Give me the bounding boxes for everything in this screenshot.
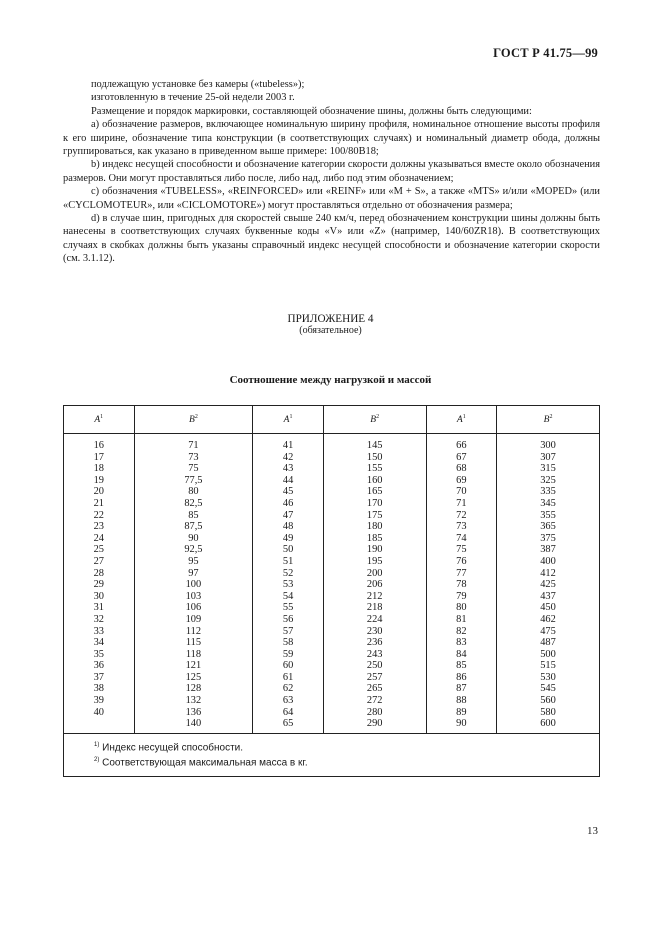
table-cell: 280 [366, 706, 383, 718]
table-cell: 38 [93, 683, 104, 695]
table-cell: 28 [93, 567, 104, 579]
table-title: Соотношение между нагрузкой и массой [229, 374, 432, 386]
table-cell: 21 [93, 497, 104, 509]
table-cell: 68 [456, 463, 467, 475]
table-cell: 40 [93, 706, 104, 718]
table-cell: 500 [540, 648, 556, 660]
table-footnotes [64, 733, 600, 776]
table-cell: 60 [282, 660, 294, 672]
table-cell: 32 [93, 613, 104, 625]
table-cell: 250 [366, 660, 383, 672]
table-cell: 70 [456, 486, 467, 498]
table-cell: 243 [366, 648, 383, 660]
table-cell: 145 [366, 440, 383, 451]
table-cell: 16 [93, 440, 104, 451]
table-cell: 72 [456, 509, 467, 521]
table-cell: 121 [185, 660, 202, 672]
table-cell: 36 [93, 660, 104, 672]
table-cell: 51 [282, 555, 294, 567]
table-cell: 100 [185, 579, 202, 591]
table-cell: 545 [540, 683, 556, 695]
table-cell: 80 [456, 602, 467, 614]
table-data-row [64, 434, 600, 734]
table-cell: 90 [188, 532, 199, 544]
paragraph: с) обозначения «TUBELESS», «REINFORCED» или «REINF» или «M + S», а также «MTS» и/или «MOPED» (или «CYCLOMOTEUR», или «CICLOMOTORE») могут проставляться отдельно от обозначения размера; [63, 186, 600, 211]
table-cell: 75 [188, 463, 199, 475]
table-cell: 62 [282, 683, 294, 695]
body-text [63, 78, 600, 266]
table-cell: 307 [540, 451, 556, 463]
column-header: $A^1$ [426, 406, 497, 434]
table-cell: 85 [456, 660, 467, 672]
table-cell: 95 [188, 555, 199, 567]
table-cell: 23 [93, 521, 104, 533]
table-cell: 462 [540, 613, 556, 625]
table-cell: 90 [456, 718, 467, 730]
page-number: 13 [587, 825, 598, 837]
appendix-title: ПРИЛОЖЕНИЕ 4 [287, 313, 374, 325]
table-cell: 81 [456, 613, 467, 625]
footnote: $^{2)}$ Соответствующая максимальная масса в кг. [94, 757, 308, 769]
table-cell: 58 [282, 637, 294, 649]
table-cell: 43 [282, 463, 294, 475]
table-cell: 45 [282, 486, 294, 498]
table-cell: 88 [456, 695, 467, 707]
table-cell: 50 [282, 544, 294, 556]
table-cell: 19 [93, 474, 104, 486]
table-cell: 48 [282, 521, 294, 533]
table-cell: 46 [282, 497, 294, 509]
table-cell: 67 [456, 451, 467, 463]
table-cell: 73 [456, 521, 467, 533]
table-cell: 61 [282, 671, 294, 683]
table-cell: 34 [93, 637, 104, 649]
table-cell: 272 [366, 695, 383, 707]
table-cell: 87 [456, 683, 467, 695]
table-cell: 218 [366, 602, 383, 614]
table-cell: 437 [540, 590, 556, 602]
table-cell: 200 [366, 567, 383, 579]
table-cell: 27 [93, 555, 104, 567]
table-cell: 41 [282, 440, 294, 451]
table-cell: 86 [456, 671, 467, 683]
table-cell: 66 [456, 440, 467, 451]
table-cell: 315 [540, 463, 556, 475]
table-cell: 185 [366, 532, 383, 544]
table-cell: 118 [185, 648, 202, 660]
table-cell: 387 [540, 544, 556, 556]
table-cell: 69 [456, 474, 467, 486]
column-header: $A^1$ [64, 406, 135, 434]
table-cell: 71 [188, 440, 199, 451]
table-cell: 18 [93, 463, 104, 475]
table-cell: 53 [282, 579, 294, 591]
table-column [323, 434, 426, 734]
table-cell: 82,5 [184, 497, 203, 509]
paragraph: а) обозначение размеров, включающее номинальную ширину профиля, номинальное отношение высоты профиля к его ширине, обозначение типа конструкции (в соответствующих случаях) и номинальный диаметр обода, должны группироваться, как указано в приведенном выше примере: 100/80В18; [63, 119, 600, 158]
table-cell: 29 [93, 579, 104, 591]
table-cell: 24 [93, 532, 104, 544]
table-cell: 265 [366, 683, 383, 695]
table-cell: 80 [188, 486, 199, 498]
table-cell: 206 [366, 579, 383, 591]
table-cell: 83 [456, 637, 467, 649]
table-cell: 73 [188, 451, 199, 463]
table-cell: 325 [540, 474, 556, 486]
table-cell: 39 [93, 695, 104, 707]
table-cell: 224 [366, 613, 383, 625]
appendix-heading [0, 313, 661, 337]
table-cell: 195 [366, 555, 383, 567]
footnote: $^{1)}$ Индекс несущей способности. [94, 741, 244, 754]
table-cell: 165 [366, 486, 383, 498]
table-cell: 57 [282, 625, 294, 637]
table-cell: 140 [185, 718, 202, 730]
table-cell: 290 [366, 718, 383, 730]
table-cell: 128 [185, 683, 202, 695]
table-column [134, 434, 253, 734]
table-cell: 125 [185, 671, 202, 683]
table-cell: 56 [282, 613, 294, 625]
table-header-row [64, 406, 600, 434]
table-cell: 375 [540, 532, 556, 544]
table-cell: 365 [540, 521, 556, 533]
table-cell: 580 [540, 706, 556, 718]
appendix-subtitle: (обязательное) [299, 325, 362, 336]
table-cell: 82 [456, 625, 467, 637]
table-cell: 475 [540, 625, 556, 637]
load-mass-table [63, 405, 600, 777]
table-cell: 160 [366, 474, 383, 486]
table-cell: 89 [456, 706, 467, 718]
table-cell: 170 [366, 497, 383, 509]
table-cell: 400 [540, 555, 556, 567]
table-column [497, 434, 600, 734]
table-cell: 106 [185, 602, 202, 614]
table-cell: 345 [540, 497, 556, 509]
table-cell: 59 [282, 648, 294, 660]
table-cell: 79 [456, 590, 467, 602]
paragraph: d) в случае шин, пригодных для скоростей свыше 240 км/ч, перед обозначением конструкции шины должны быть нанесены в соответствующих случаях буквенные коды «V» или «Z» (например, 140/60ZR18). В соответствующих случаях в скобках должны быть указаны справочный индекс несущей способности и обозначение категории скорости (см. 3.1.12). [63, 213, 600, 265]
table-cell: 20 [93, 486, 104, 498]
column-header: $B^2$ [323, 406, 426, 434]
table-cell: 530 [540, 671, 556, 683]
document-header: ГОСТ Р 41.75—99 [493, 46, 598, 60]
table-cell: 33 [93, 625, 104, 637]
table-cell: 300 [540, 440, 556, 451]
table-cell: 84 [456, 648, 467, 660]
table-cell: 257 [366, 671, 383, 683]
table-column [253, 434, 324, 734]
table-cell: 560 [540, 695, 556, 707]
table-cell: 230 [366, 625, 383, 637]
table-cell: 22 [93, 509, 104, 521]
table-cell: 35 [93, 648, 104, 660]
table-cell: 25 [93, 544, 104, 556]
paragraph: изготовленную в течение 25-ой недели 2003 г. [91, 92, 295, 104]
table-cell: 64 [282, 706, 294, 718]
paragraph: подлежащую установке без камеры («tubeless»); [91, 79, 305, 90]
table-cell: 47 [282, 509, 294, 521]
table-cell: 54 [282, 590, 294, 602]
table-cell: 49 [282, 532, 294, 544]
table-cell: 77 [456, 567, 467, 579]
paragraph: Размещение и порядок маркировки, составляющей обозначение шины, должны быть следующими: [91, 105, 532, 117]
table-column [64, 434, 135, 734]
table-cell: 515 [540, 660, 556, 672]
table-cell: 150 [366, 451, 383, 463]
table-cell: 55 [282, 602, 294, 614]
table-cell: 112 [185, 625, 202, 637]
column-header: $A^1$ [253, 406, 324, 434]
table-cell: 136 [185, 706, 202, 718]
table-cell: 412 [540, 567, 556, 579]
table-cell: 132 [185, 695, 202, 707]
table-cell: 92,5 [184, 544, 203, 556]
table-cell: 78 [456, 579, 467, 591]
table-cell: 97 [188, 567, 199, 579]
paragraph: b) индекс несущей способности и обозначение категории скорости должны указываться вместе около обозначения размеров. Они могут проставляться либо после, либо над, либо под этим обозначением; [63, 159, 600, 184]
table-cell: 450 [540, 602, 556, 614]
table-cell: 30 [93, 590, 104, 602]
table-cell: 115 [185, 637, 202, 649]
table-cell: 65 [282, 718, 294, 730]
column-header: $B^2$ [134, 406, 253, 434]
table-cell: 212 [366, 590, 383, 602]
table-cell: 190 [366, 544, 383, 556]
table-cell: 236 [366, 637, 383, 649]
table-cell: 52 [282, 567, 294, 579]
table-cell: 77,5 [184, 474, 203, 486]
table-cell: 75 [456, 544, 467, 556]
table-cell: 44 [282, 474, 294, 486]
table-cell: 335 [540, 486, 556, 498]
table-column [426, 434, 497, 734]
table-cell: 76 [456, 555, 467, 567]
table-cell: 425 [540, 579, 556, 591]
table-cell: 180 [366, 521, 383, 533]
table-cell: 63 [282, 695, 294, 707]
table-cell: 42 [282, 451, 294, 463]
table-cell: 87,5 [184, 521, 203, 533]
table-cell: 487 [540, 637, 556, 649]
table-cell: 109 [185, 613, 202, 625]
table-cell: 17 [93, 451, 104, 463]
table-cell: 31 [93, 602, 104, 614]
table-cell: 71 [456, 497, 467, 509]
table-cell: 37 [93, 671, 104, 683]
table-cell: 175 [366, 509, 383, 521]
column-header: $B^2$ [497, 406, 600, 434]
table-cell: 155 [366, 463, 383, 475]
table-cell: 103 [185, 590, 202, 602]
table-cell: 74 [456, 532, 467, 544]
table-cell: 600 [540, 718, 556, 730]
table-cell: 85 [188, 509, 199, 521]
table-cell: 355 [540, 509, 556, 521]
